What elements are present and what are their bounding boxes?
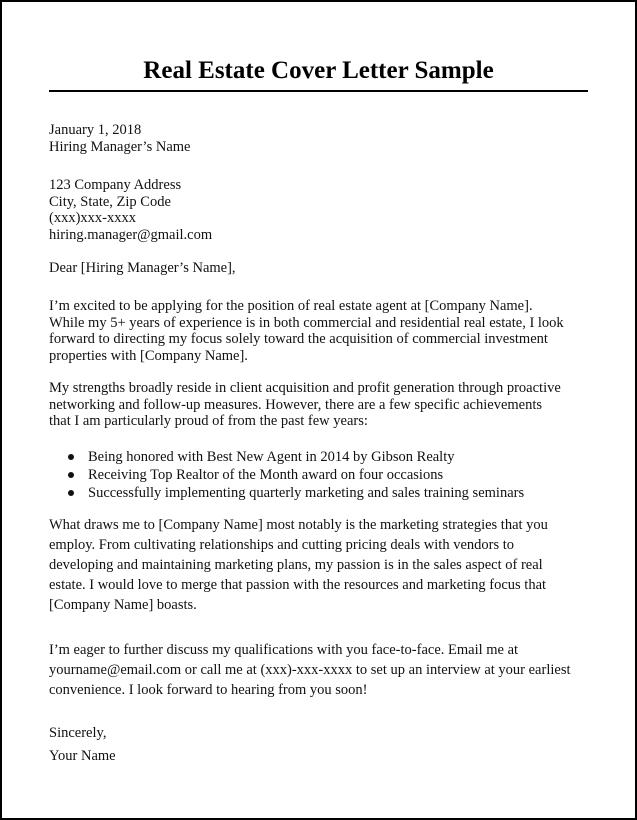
- salutation-text: Dear [Hiring Manager’s Name],: [49, 260, 236, 276]
- list-item: [49, 448, 524, 466]
- paragraph-line: I’m excited to be applying for the position of real estate agent at [Company Name].: [49, 298, 533, 314]
- paragraph-line: What draws me to [Company Name] most notably is the marketing strategies that you: [49, 517, 548, 533]
- document-title: Real Estate Cover Letter Sample: [143, 57, 494, 84]
- list-item: [49, 466, 524, 484]
- letter-date: January 1, 2018: [49, 122, 142, 138]
- paragraph-line: developing and maintaining marketing plans, my passion is in the sales aspect of real: [49, 557, 543, 573]
- list-item-text: Being honored with Best New Agent in 2014 by Gibson Realty: [88, 449, 455, 465]
- paragraph-line: convenience. I look forward to hearing from you soon!: [49, 682, 368, 698]
- paragraph-line: yourname@email.com or call me at (xxx)-xxx-xxxx to set up an interview at your earliest: [49, 662, 571, 678]
- recipient-phone: (xxx)xxx-xxxx: [49, 210, 136, 226]
- closing-text: Sincerely,: [49, 725, 107, 741]
- achievements-list: [49, 448, 524, 502]
- bullet-icon: [68, 490, 74, 496]
- paragraph-intro: [49, 298, 594, 364]
- paragraph-line: estate. I would love to merge that passion with the resources and marketing focus that: [49, 577, 547, 593]
- letter-header: [49, 122, 594, 155]
- list-item-text: Receiving Top Realtor of the Month award on four occasions: [88, 467, 444, 483]
- paragraph-closing: [49, 640, 594, 700]
- paragraph-line: While my 5+ years of experience is in both commercial and residential real estate, I look: [49, 314, 564, 331]
- recipient-email: hiring.manager@gmail.com: [49, 226, 213, 243]
- paragraph-line: that I am particularly proud of from the past few years:: [49, 413, 368, 429]
- bullet-icon: [68, 472, 74, 478]
- paragraph-line: My strengths broadly reside in client acquisition and profit generation through proactive: [49, 380, 561, 396]
- paragraph-line: I’m eager to further discuss my qualifications with you face-to-face. Email me at: [49, 642, 519, 658]
- paragraph-strengths: [49, 380, 594, 430]
- salutation: [49, 260, 594, 277]
- paragraph-line: employ. From cultivating relationships and cutting pricing deals with vendors to: [49, 537, 514, 553]
- city-state-zip: City, State, Zip Code: [49, 193, 171, 210]
- address-line: 123 Company Address: [49, 177, 182, 193]
- list-item-text: Successfully implementing quarterly marketing and sales training seminars: [88, 485, 525, 501]
- recipient-name: Hiring Manager’s Name: [49, 138, 191, 155]
- recipient-address: [49, 177, 594, 243]
- bullet-icon: [68, 454, 74, 460]
- list-item: [49, 484, 524, 502]
- paragraph-line: properties with [Company Name].: [49, 347, 248, 364]
- paragraph-line: networking and follow-up measures. However, there are a few specific achievements: [49, 396, 543, 413]
- paragraph-line: [Company Name] boasts.: [49, 597, 197, 613]
- paragraph-line: forward to directing my focus solely toward the acquisition of commercial investment: [49, 331, 548, 347]
- signature-name: Your Name: [49, 748, 116, 764]
- signature-block: [49, 723, 594, 766]
- title-divider: [49, 90, 588, 92]
- paragraph-company: [49, 515, 594, 615]
